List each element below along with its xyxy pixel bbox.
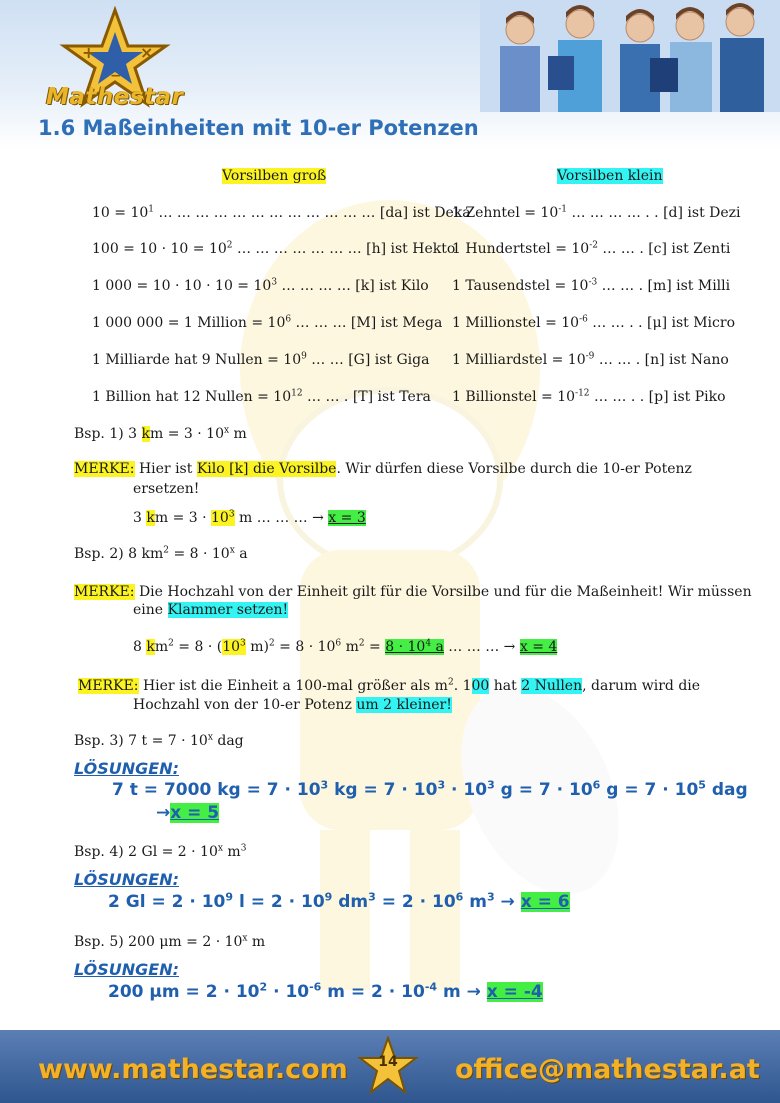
example-1-merke: MERKE: Hier ist Kilo [k] die Vorsilbe. Wir dürfen diese Vorsilbe durch die 10-er Potenz (74, 461, 692, 477)
prefix-row-hekto: $100 = 10 \cdot 10 = 10^2$ … … … … … … … [h] ist Hekto (92, 240, 456, 257)
svg-text:+: + (82, 43, 96, 62)
example-2-merke2-line2: Hochzahl von der 10-er Potenz um 2 kleiner! (133, 697, 452, 713)
page-number: 14 (378, 1054, 398, 1070)
example-2-merke: MERKE: Die Hochzahl von der Einheit gilt für die Vorsilbe und für die Maßeinheit! Wir müssen (74, 584, 752, 600)
prefix-row-nano: 1 Milliardstel = $10^{-9}$ … … . [n] ist Nano (452, 351, 729, 368)
header-vorsilben-klein: Vorsilben klein (557, 168, 663, 184)
example-1-task: Bsp. 1) 3 km = $3 \cdot 10^x$ m (74, 425, 247, 442)
example-2-merke2: MERKE: Hier ist die Einheit a 100-mal größer als $m^2$. 100 hat 2 Nullen, darum wird die (78, 677, 701, 694)
example-4-loesungen: LÖSUNGEN: (74, 870, 179, 889)
svg-text:−: − (110, 68, 122, 84)
example-2-merke-line2: eine Klammer setzen! (133, 602, 289, 618)
prefix-row-deka: $10 = 10^1$ … … … … … … … … … … … … [da] ist Deka (92, 204, 471, 221)
example-4-solution: 2 $Gl = 2 \cdot 10^9$ $l = 2 \cdot 10^9$ $dm^3 = 2 \cdot 10^6$ $m^3 \to x = 6$ (108, 890, 570, 912)
prefix-row-micro: 1 Millionstel = $10^{-6}$ … … . . [μ] ist Micro (452, 314, 735, 331)
example-5-task: Bsp. 5) 200 $\mu m = 2 \cdot 10^x$ m (74, 933, 266, 950)
example-2-calculation: 8 $km^2 = 8 \cdot (10^3$ $m)^2 = 8 \cdot 10^6$ $m^2 = 8 \cdot 10^4$ a … … … → x = 4 (133, 638, 558, 655)
example-5-loesungen: LÖSUNGEN: (74, 960, 179, 979)
example-3-result-line: →x = 5 (156, 803, 220, 823)
header-vorsilben-gross: Vorsilben groß (222, 168, 327, 184)
example-2-task: Bsp. 2) 8 $km^2 = 8 \cdot 10^x$ a (74, 545, 248, 562)
example-1-calculation: 3 km = $3 \cdot 10^3$ m … … … → x = 3 (133, 509, 366, 526)
brand-name: Mathestar (46, 84, 184, 110)
example-5-result: x = -4 (486, 982, 543, 1002)
prefix-row-milli: 1 Tausendstel = $10^{-3}$ … … . [m] ist Milli (452, 277, 731, 294)
prefix-row-kilo: 1 $000 = 10 \cdot 10 \cdot 10 = 10^3$ … … … … [k] ist Kilo (92, 277, 429, 294)
prefix-row-dezi: 1 Zehntel = $10^{-1}$ … … … … . . [d] ist Dezi (452, 204, 741, 221)
prefix-row-piko: 1 Billionstel = $10^{-12}$ … … . . [p] ist Piko (452, 388, 726, 405)
example-5-solution: 200 $\mu m = 2 \cdot 10^2 \cdot 10^{-6}$ $m = 2 \cdot 10^{-4}$ m → x = -4 (108, 980, 543, 1002)
prefix-row-mega: 1 000 000 = 1 Million = $10^6$ … … … [M] ist Mega (92, 314, 443, 331)
svg-text:×: × (140, 43, 154, 62)
page-title: 1.6 Maßeinheiten mit 10-er Potenzen (38, 116, 479, 140)
prefix-row-giga: 1 Milliarde hat 9 Nullen = $10^9$ … … [G] ist Giga (92, 351, 430, 368)
example-1-result: x = 3 (328, 510, 366, 526)
website-link[interactable]: www.mathestar.com (38, 1054, 348, 1085)
prefix-row-zenti: 1 Hundertstel = $10^{-2}$ … … . [c] ist Zenti (452, 240, 731, 257)
example-1-merke-line2: ersetzen! (133, 481, 200, 497)
example-3-loesungen: LÖSUNGEN: (74, 759, 179, 778)
students-photo (480, 0, 780, 112)
prefix-row-tera: 1 Billion hat 12 Nullen = $10^{12}$ … … . [T] ist Tera (92, 388, 431, 405)
example-3-task: Bsp. 3) 7 $t = 7 \cdot 10^x$ dag (74, 732, 244, 749)
example-3-result: x = 5 (170, 803, 220, 823)
example-3-solution: 7 t = 7000 kg = $7 \cdot 10^3$ kg = $7 \cdot 10^3 \cdot 10^3$ $g = 7 \cdot 10^6$ $g = 7 \cdot 10^5$ dag (112, 778, 748, 800)
example-4-task: Bsp. 4) 2 $Gl = 2 \cdot 10^x$ $m^3$ (74, 843, 247, 860)
example-4-result: x = 6 (520, 892, 570, 912)
example-2-result: x = 4 (519, 639, 558, 655)
email-link[interactable]: office@mathestar.at (455, 1054, 760, 1085)
